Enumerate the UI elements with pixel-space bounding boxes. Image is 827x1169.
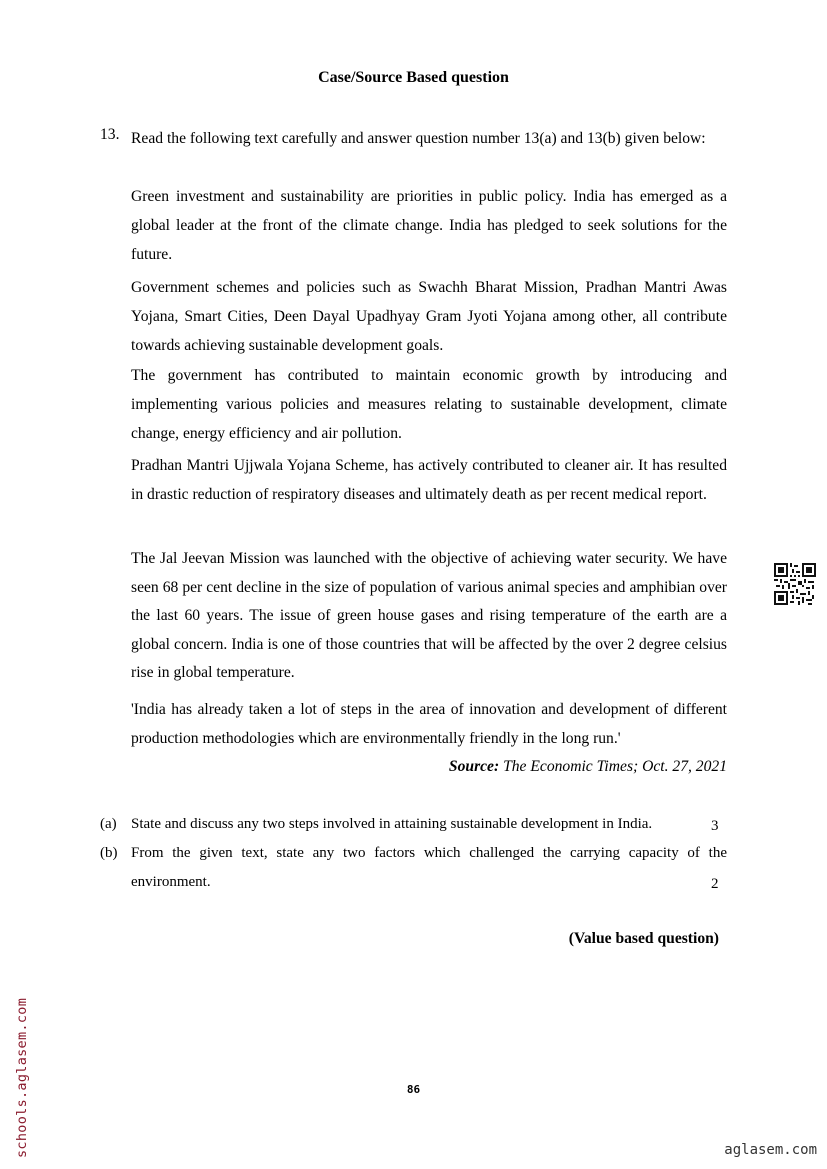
subquestion-b-marks: 2	[711, 876, 719, 892]
value-based-label: (Value based question)	[568, 930, 719, 947]
question-number: 13.	[100, 126, 120, 143]
passage-paragraph-1: Green investment and sustainability are priorities in public policy. India has emerged as a global leader at the front of the climate change. India has pledged to seek solutions for the future.	[131, 188, 727, 263]
passage-paragraph-3: The government has contributed to maintain economic growth by introducing and implementing various policies and measures relating to sustainable development, climate change, energy efficiency and air pollution.	[131, 367, 727, 442]
subquestion-a-marks: 3	[711, 818, 719, 834]
side-watermark: schools.aglasem.com	[14, 997, 30, 1158]
qr-code-icon	[774, 563, 816, 605]
passage-paragraph-4: Pradhan Mantri Ujjwala Yojana Scheme, has actively contributed to cleaner air. It has resulted in drastic reduction of respiratory diseases and ultimately death as per recent medical report.	[131, 457, 727, 503]
passage-paragraph-2: Government schemes and policies such as Swachh Bharat Mission, Pradhan Mantri Awas Yojana, Smart Cities, Deen Dayal Upadhyay Gram Jyoti Yojana among other, all contribute towards achieving sustainable development goals.	[131, 279, 727, 354]
subquestion-b-text: From the given text, state any two factors which challenged the carrying capacity of the environment.	[131, 845, 727, 890]
question-intro: Read the following text carefully and answer question number 13(a) and 13(b) given below:	[131, 130, 706, 147]
subquestion-b-label: (b)	[100, 845, 118, 861]
source-text: The Economic Times; Oct. 27, 2021	[503, 758, 727, 775]
source-label: Source:	[448, 758, 500, 775]
source-citation	[449, 756, 727, 778]
page-title: Case/Source Based question	[318, 69, 509, 86]
subquestion-a-label: (a)	[100, 816, 117, 832]
page-number: 86	[406, 1083, 421, 1096]
footer-watermark: aglasem.com	[724, 1142, 817, 1158]
subquestion-a-text: State and discuss any two steps involved in attaining sustainable development in India.	[131, 816, 653, 832]
passage-paragraph-5: The Jal Jeevan Mission was launched with the objective of achieving water security. We have seen 68 per cent decline in the size of population of various animal species and amphibian over the last 60 years. The issue of green house gases and rising temperature of the earth are a global concern. India is one of those countries that will be affected by the over 2 degree celsius rise in global temperature.	[131, 550, 727, 681]
passage-paragraph-6: 'India has already taken a lot of steps in the area of innovation and development of different production methodologies which are environmentally friendly in the long run.'	[131, 701, 727, 747]
